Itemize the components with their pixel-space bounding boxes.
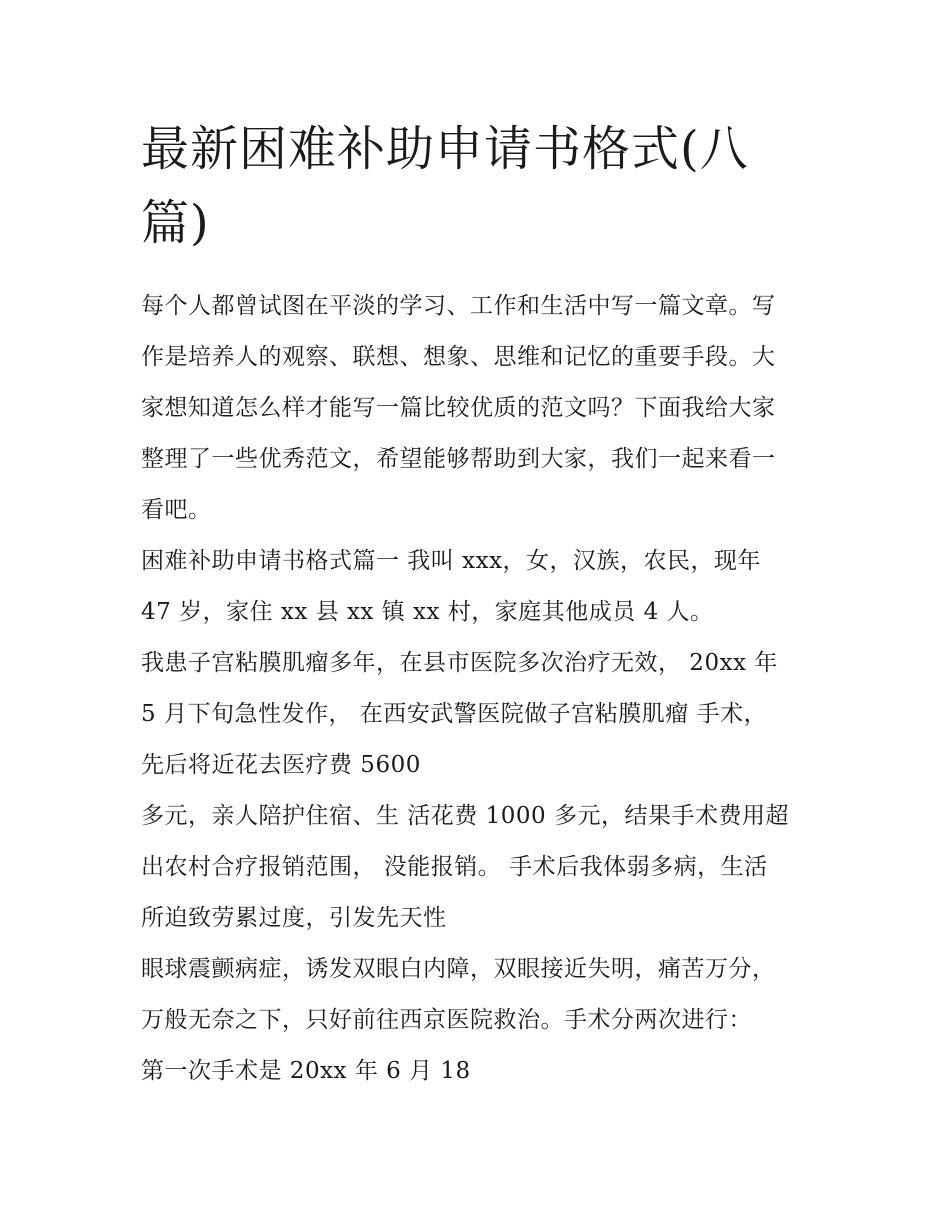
body-paragraph <box>141 638 813 791</box>
body-paragraph <box>141 791 813 944</box>
text-line: 多元，亲人陪护住宿、生 活花费 1000 多元，结果手术费用超 <box>141 803 789 829</box>
title-line: 最新困难补助申请书格式(八 <box>141 121 749 177</box>
text-line: 先后将近花去医疗费 5600 <box>141 752 421 778</box>
text-line: 家想知道怎么样才能写一篇比较优质的范文吗？下面我给大家 <box>141 395 776 421</box>
text-line: 5 月下旬急性发作， 在西安武警医院做子宫粘膜肌瘤 手术， <box>141 701 768 727</box>
text-line: 第一次手术是 20xx 年 6 月 18 <box>141 1058 471 1084</box>
text-line: 所迫致劳累过度，引发先天性 <box>141 905 447 931</box>
text-line: 眼球震颤病症，诱发双眼白内障，双眼接近失明，痛苦万分， <box>141 956 776 982</box>
text-line: 整理了一些优秀范文，希望能够帮助到大家，我们一起来看一 <box>141 446 776 472</box>
text-line: 万般无奈之下，只好前往西京医院救治。手术分两次进行： <box>141 1007 752 1033</box>
text-line: 看吧。 <box>141 497 212 523</box>
intro-paragraph <box>141 281 813 536</box>
text-line: 困难补助申请书格式篇一 我叫 xxx，女，汉族，农民，现年 <box>141 548 762 574</box>
document-content <box>141 112 813 1097</box>
body-paragraph <box>141 536 813 638</box>
text-line: 47 岁，家住 xx 县 xx 镇 xx 村，家庭其他成员 4 人。 <box>141 599 714 625</box>
body-paragraph <box>141 944 813 1097</box>
text-line: 作是培养人的观察、联想、想象、思维和记忆的重要手段。大 <box>141 344 776 370</box>
title-line: 篇) <box>141 195 210 251</box>
text-line: 每个人都曾试图在平淡的学习、工作和生活中写一篇文章。写 <box>141 293 776 319</box>
text-line: 出农村合疗报销范围， 没能报销。 手术后我体弱多病，生活 <box>141 854 768 880</box>
text-line: 我患子宫粘膜肌瘤多年，在县市医院多次治疗无效， 20xx 年 <box>141 650 778 676</box>
document-title <box>141 112 781 260</box>
